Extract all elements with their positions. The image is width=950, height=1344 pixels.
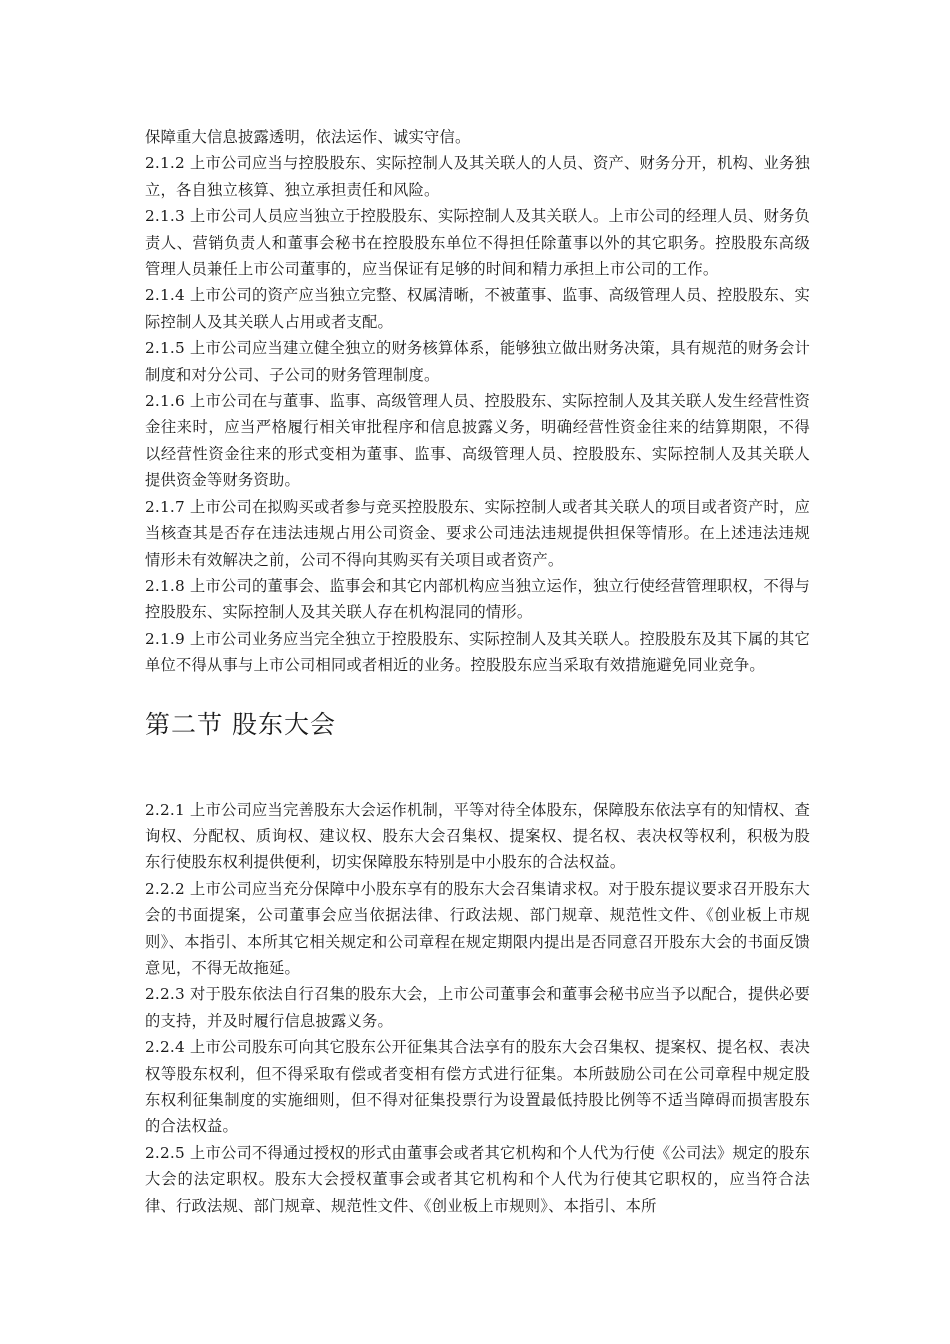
section-heading: 第二节 股东大会 [145,709,336,739]
paragraph-2-2-1: 2.2.1 上市公司应当完善股东大会运作机制，平等对待全体股东，保障股东依法享有的知情权、查询权、分配权、质询权、建议权、股东大会召集权、提案权、提名权、表决权等权利，积极为股东行使股东权利提供便利，切实保障股东特别是中小股东的合法权益。 [145,800,810,872]
paragraph-2-2-2: 2.2.2 上市公司应当充分保障中小股东享有的股东大会召集请求权。对于股东提议要求召开股东大会的书面提案，公司董事会应当依据法律、行政法规、部门规章、规范性文件、《创业板上市规则》、本指引、本所其它相关规定和公司章程在规定期限内提出是否同意召开股东大会的书面反馈意见，不得无故拖延。 [145,879,810,977]
section-2-text [145,797,810,1220]
paragraph-2-1-3: 2.1.3 上市公司人员应当独立于控股股东、实际控制人及其关联人。上市公司的经理人员、财务负责人、营销负责人和董事会秘书在控股股东单位不得担任除董事以外的其它职务。控股股东高级管理人员兼任上市公司董事的，应当保证有足够的时间和精力承担上市公司的工作。 [145,207,810,279]
document-body [145,124,810,1219]
paragraph-2-1-7: 2.1.7 上市公司在拟购买或者参与竞买控股股东、实际控制人或者其关联人的项目或者资产时，应当核查其是否存在违法违规占用公司资金、要求公司违法违规提供担保等情形。在上述违法违规情形未有效解决之前，公司不得向其购买有关项目或者资产。 [145,497,810,569]
paragraph: 保障重大信息披露透明，依法运作、诚实守信。 [145,128,471,146]
paragraph-2-1-8: 2.1.8 上市公司的董事会、监事会和其它内部机构应当独立运作，独立行使经营管理职权，不得与控股股东、实际控制人及其关联人存在机构混同的情形。 [145,576,810,622]
paragraph-2-1-2: 2.1.2 上市公司应当与控股股东、实际控制人及其关联人的人员、资产、财务分开，机构、业务独立，各自独立核算、独立承担责任和风险。 [145,154,810,199]
paragraph-2-2-4: 2.2.4 上市公司股东可向其它股东公开征集其合法享有的股东大会召集权、提案权、提名权、表决权等股东权利，但不得采取有偿或者变相有偿方式进行征集。本所鼓励公司在公司章程中规定股东权利征集制度的实施细则，但不得对征集投票行为设置最低持股比例等不适当障碍而损害股东的合法权益。 [145,1038,810,1136]
paragraph-2-1-4: 2.1.4 上市公司的资产应当独立完整、权属清晰，不被董事、监事、高级管理人员、控股股东、实际控制人及其关联人占用或者支配。 [145,286,810,331]
paragraph-2-1-5: 2.1.5 上市公司应当建立健全独立的财务核算体系，能够独立做出财务决策，具有规范的财务会计制度和对分公司、子公司的财务管理制度。 [145,339,810,384]
paragraph-2-1-9: 2.1.9 上市公司业务应当完全独立于控股股东、实际控制人及其关联人。控股股东及其下属的其它单位不得从事与上市公司相同或者相近的业务。控股股东应当采取有效措施避免同业竞争。 [145,629,810,675]
paragraph-2-2-3: 2.2.3 对于股东依法自行召集的股东大会，上市公司董事会和董事会秘书应当予以配合，提供必要的支持，并及时履行信息披露义务。 [145,985,810,1030]
section-1-text [145,124,810,679]
paragraph-2-1-6: 2.1.6 上市公司在与董事、监事、高级管理人员、控股股东、实际控制人及其关联人发生经营性资金往来时，应当严格履行相关审批程序和信息披露义务，明确经营性资金往来的结算期限，不得以经营性资金往来的形式变相为董事、监事、高级管理人员、控股股东、实际控制人及其关联人提供资金等财务资助。 [145,392,810,490]
paragraph-2-2-5: 2.2.5 上市公司不得通过授权的形式由董事会或者其它机构和个人代为行使《公司法》规定的股东大会的法定职权。股东大会授权董事会或者其它机构和个人代为行使其它职权的，应当符合法律、行政法规、部门规章、规范性文件、《创业板上市规则》、本指引、本所 [145,1143,810,1215]
